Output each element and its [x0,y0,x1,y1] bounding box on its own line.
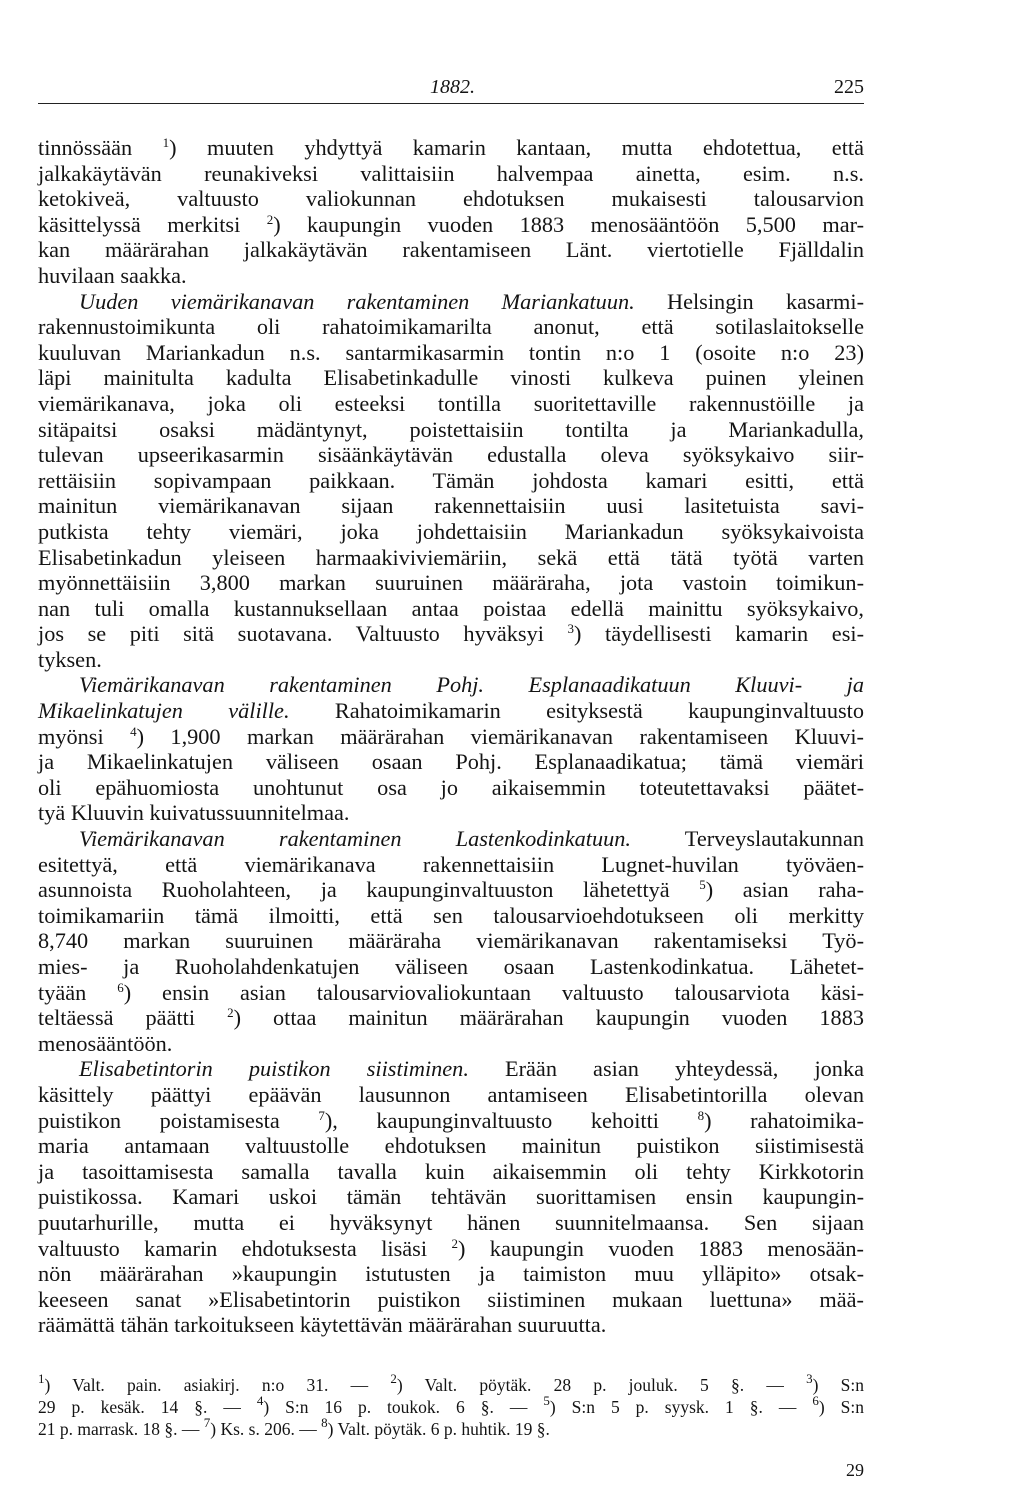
footnote-ref: 3 [806,1371,813,1386]
text-run: tulevan upseerikasarmin sisäänkäytävän edustalla oleva syöksykaivo siir- [38,442,864,468]
body-line [38,928,864,954]
body-line [38,468,864,494]
text-run: ) rahatoimika- [704,1107,864,1133]
text-run: ) ensin asian talousarviovaliokuntaan valtuusto talousarviota käsi- [123,979,864,1005]
body-line [38,391,864,417]
body-line [38,1005,864,1031]
text-run: tinnössään [38,135,163,160]
signature-mark: 29 [846,1460,864,1480]
text-run: Rahatoimikamarin esityksestä kaupunginvaltuusto [289,698,864,724]
text-run: puutarhurille, mutta ei hyväksynyt hänen suunnitelmaansa. Sen sijaan [38,1209,864,1235]
footnote-ref: 1 [162,135,170,150]
text-run: ) Valt. pöytäk. 6 p. huhtik. 19 §. [327,1419,550,1439]
footnote-ref: 6 [117,979,124,995]
text-run: kuuluvan Mariankadun n.s. santarmikasarmin tontin n:o 1 (osoite n:o 23) [38,339,864,365]
text-run: myönnettäisiin 3,800 markan suuruinen määräraha, jota vastoin toimikun- [38,570,864,596]
body-line [38,237,864,263]
footnote-ref: 2 [266,211,274,227]
body-line [38,212,864,238]
section-heading: Uuden viemärikanavan rakentaminen Mariankatuun. [79,288,635,314]
body-line [38,365,864,391]
text-run: jalkakäytävän reunakiveksi valittaisiin halvempaa ainetta, esim. n.s. [38,160,864,186]
body-line [38,519,864,545]
text-run: mies- ja Ruoholahdenkatujen väliseen osaan Lastenkodinkatua. Lähetet- [38,954,864,979]
text-run: kan määrärahan jalkakäytävän rakentamiseen Länt. viertotielle Fjälldalin [38,237,864,263]
header-year: 1882. [430,76,475,98]
text-run: ) täydellisesti kamarin esi- [574,621,864,647]
footnote-ref: 2 [451,1235,458,1251]
text-run: rakennustoimikunta oli rahatoimikamarilta anonut, että sotilaslaitokselle [38,314,864,340]
body-text [38,135,864,1338]
footnote-ref: 7 [203,1415,211,1430]
text-run: jos se piti sitä suotavana. Valtuusto hyväksyi [38,621,568,647]
footnote-ref: 6 [812,1393,819,1408]
text-run: ) ottaa mainitun määrärahan kaupungin vuoden 1883 [233,1005,864,1031]
footnote-line [38,1393,864,1418]
body-line [38,749,864,775]
text-run: toimikamariin tämä ilmoitti, että sen talousarvioehdotukseen oli merkitty [38,902,864,928]
body-line [38,1210,864,1236]
text-run: ) Ks. s. 206. — [210,1419,322,1439]
body-line [38,903,864,929]
body-line [38,186,864,212]
section-heading: Viemärikanavan rakentaminen Lastenkodinkatuun. [79,826,631,852]
text-run: 21 p. marrask. 18 §. — [38,1419,204,1439]
text-run: ) Valt. pain. asiakirj. n:o 31. — [44,1375,391,1395]
text-run: putkista tehty viemäri, joka johdettaisiin Mariankadun syöksykaivoista [38,518,864,544]
page-number: 225 [834,76,864,98]
body-line [38,672,864,698]
text-run: ) asian raha- [705,877,864,903]
text-run: ) kaupungin vuoden 1883 menosääntöön 5,500 mar- [273,211,864,237]
body-line [38,135,864,161]
footnote-ref: 3 [567,621,575,637]
text-run: myönsi [38,723,131,749]
body-line [38,1108,864,1134]
body-line [38,877,864,903]
section-heading: Mikaelinkatujen välille. [38,698,290,724]
text-run: 29 p. kesäk. 14 §. — [38,1397,257,1417]
text-run: tyksen. [38,646,102,672]
body-line [38,698,864,724]
body-line [38,314,864,340]
text-run: ) 1,900 markan määrärahan viemärikanavan rakentamiseen Kluuvi- [136,723,864,749]
text-run: Helsingin kasarmi- [634,288,864,314]
text-run: maria antamaan valtuustolle ehdotuksen mainitun puistikon siistimisestä [38,1133,864,1159]
text-run: ja Mikaelinkatujen väliseen osaan Pohj. Esplanaadikatua; tämä viemäri [38,749,864,775]
text-run: esitettyä, että viemärikanava rakennettaisiin Lugnet-huvilan työväen- [38,851,864,877]
footnote-ref: 4 [130,723,137,739]
footnote-line [38,1415,864,1440]
text-run: teltäessä päätti [38,1005,228,1031]
body-line [38,161,864,187]
text-run: ) S:n 16 p. toukok. 6 §. — [263,1397,544,1417]
body-line [38,545,864,571]
body-line [38,1031,864,1057]
section-heading: Viemärikanavan rakentaminen Pohj. Esplanaadikatuun Kluuvi- ja [79,672,864,698]
body-line [38,1056,864,1082]
footnote-ref: 8 [321,1415,328,1430]
text-run: nön määrärahan »kaupungin istutusten ja taimiston muu ylläpito» otsak- [38,1261,864,1287]
body-line [38,263,864,289]
body-line [38,289,864,315]
text-run: mainitun viemärikanavan sijaan rakennettaisiin uusi lasitetuista savi- [38,493,864,519]
body-line [38,724,864,750]
body-line [38,800,864,826]
text-run: viemärikanava, joka oli esteeksi tontilla suoritettaville rakennustöille ja [38,390,864,416]
body-line [38,596,864,622]
body-line [38,647,864,673]
body-line [38,1133,864,1159]
body-line [38,417,864,443]
text-run: keeseen sanat »Elisabetintorin puistikon siistiminen mukaan luettuna» mää- [38,1286,864,1312]
text-run: tyään [38,979,118,1005]
text-run: tyä Kluuvin kuivatussuunnitelmaa. [38,800,350,826]
text-run: huvilaan saakka. [38,262,187,288]
footnote-ref: 8 [697,1107,705,1123]
text-run: ja tasoittamisesta samalla tavalla kuin aikaisemmin oli tehty Kirkkotorin [38,1158,864,1184]
text-run: asunnoista Ruoholahteen, ja kaupunginvaltuuston lähetettyä [38,877,700,903]
body-line [38,826,864,852]
text-run: ) S:n [818,1397,864,1417]
text-run: Elisabetinkadun yleiseen harmaakiviviemäriin, sekä että tätä työtä varten [38,544,864,570]
text-run: rettäisiin sopivampaan paikkaan. Tämän johdosta kamari esitti, että [38,467,864,493]
text-run: ) S:n [812,1375,864,1395]
footnote-ref: 2 [227,1005,234,1021]
text-run: puistikon poistamisesta [38,1107,319,1133]
text-run: Terveyslautakunnan [630,826,864,852]
body-line [38,442,864,468]
text-run: Erään asian yhteydessä, jonka [468,1056,864,1082]
text-run: sitäpaitsi osaksi mädäntynyt, poistettaisiin tontilta ja Mariankadulla, [38,416,864,442]
text-run: ) kaupungin vuoden 1883 menosään- [457,1235,864,1261]
footnote-ref: 4 [256,1393,264,1408]
footnotes [38,1371,864,1440]
body-line [38,775,864,801]
body-line [38,980,864,1006]
body-line [38,1184,864,1210]
body-line [38,621,864,647]
text-run: valtuusto kamarin ehdotuksesta lisäsi [38,1235,452,1261]
text-run: menosääntöön. [38,1030,173,1056]
body-line [38,570,864,596]
body-line [38,954,864,980]
section-heading: Elisabetintorin puistikon siistiminen. [79,1056,469,1082]
footnote-ref: 2 [390,1371,397,1386]
text-run: käsittelyssä merkitsi [38,211,267,237]
body-line [38,1082,864,1108]
text-run: oli epähuomiosta unohtunut osa jo aikaisemmin toteutettavaksi päätet- [38,774,864,800]
text-run: läpi mainitulta kadulta Elisabetinkadulle vinosti kulkeva puinen yleinen [38,365,864,391]
body-line [38,1312,864,1338]
text-run: ) Valt. pöytäk. 28 p. jouluk. 5 §. — [396,1375,807,1395]
body-line [38,1287,864,1313]
text-run: nan tuli omalla kustannuksellaan antaa poistaa edellä mainittu syöksykaivo, [38,595,864,621]
body-line [38,852,864,878]
text-run: ) S:n 5 p. syysk. 1 §. — [549,1397,813,1417]
text-run: 8,740 markan suuruinen määräraha viemärikanavan rakentamiseksi Työ- [38,928,864,954]
text-run: räämättä tähän tarkoitukseen käytettävän määrärahan suuruutta. [38,1312,607,1338]
text-run: ketokiveä, valtuusto valiokunnan ehdotuksen mukaisesti talousarvion [38,186,864,212]
body-line [38,493,864,519]
footnote-ref: 5 [543,1393,550,1408]
footnote-ref: 1 [38,1371,45,1386]
body-line [38,1236,864,1262]
text-run: puistikossa. Kamari uskoi tämän tehtävän suorittamisen ensin kaupungin- [38,1184,864,1210]
body-line [38,1261,864,1287]
footnote-ref: 7 [318,1107,325,1123]
text-run: ) muuten yhdyttyä kamarin kantaan, mutta ehdotettua, että [169,135,864,160]
header-rule [38,103,864,104]
text-run: käsittely päättyi epäävän lausunnon antamiseen Elisabetintorilla olevan [38,1081,864,1107]
body-line [38,1159,864,1185]
footnote-ref: 5 [699,877,706,893]
body-line [38,340,864,366]
footnote-line [38,1371,864,1396]
text-run: ), kaupunginvaltuusto kehoitti [324,1107,698,1133]
